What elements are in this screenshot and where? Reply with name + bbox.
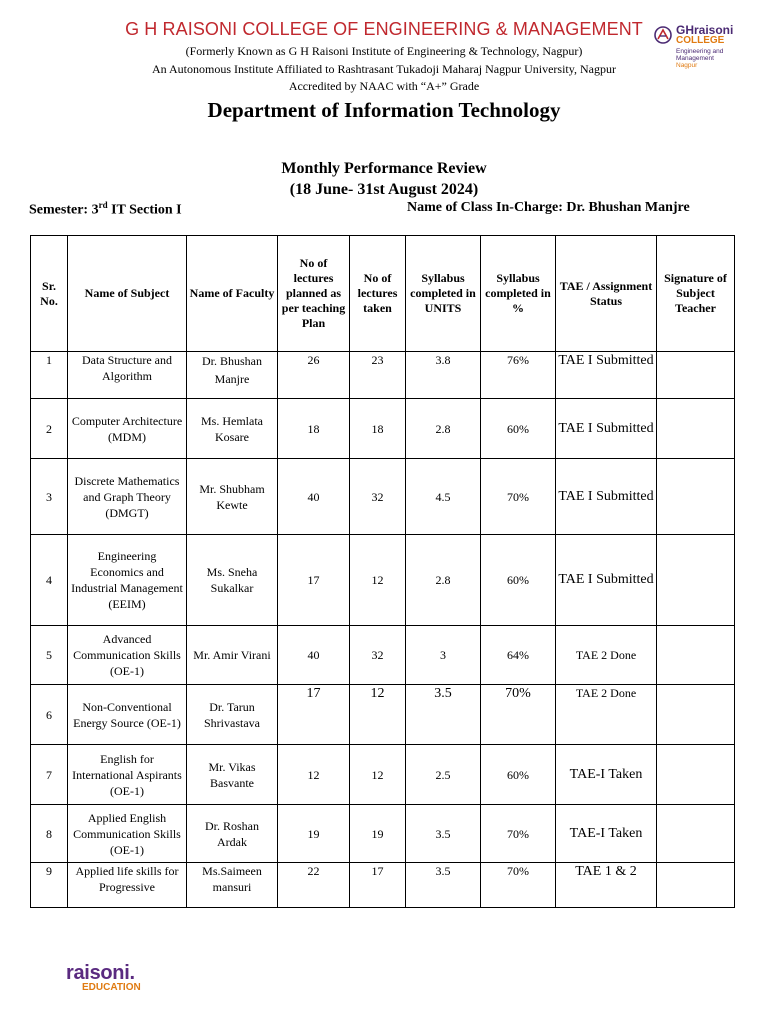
cell-taken: 23 bbox=[350, 352, 406, 399]
col-header: TAE / Assignment Status bbox=[556, 236, 657, 352]
col-header: Syllabus completed in % bbox=[481, 236, 556, 352]
table-header-row bbox=[31, 236, 735, 352]
cell-units: 4.5 bbox=[406, 459, 481, 535]
cell-signature bbox=[657, 459, 735, 535]
logo-wordmark: GHraisoni bbox=[676, 23, 734, 37]
table-row bbox=[31, 685, 735, 745]
cell-taken: 19 bbox=[350, 805, 406, 863]
raisoni-education-logo bbox=[66, 962, 141, 993]
cell-status: TAE-I Taken bbox=[556, 805, 657, 863]
cell-faculty: Dr. Roshan Ardak bbox=[187, 805, 278, 863]
cell-faculty: Dr. Bhushan Manjre bbox=[187, 352, 278, 399]
cell-taken: 32 bbox=[350, 626, 406, 685]
cell-status: TAE I Submitted bbox=[556, 535, 657, 626]
cell-planned: 17 bbox=[278, 685, 350, 745]
cell-planned: 19 bbox=[278, 805, 350, 863]
cell-percent: 60% bbox=[481, 399, 556, 459]
table-row bbox=[31, 535, 735, 626]
cell-percent: 64% bbox=[481, 626, 556, 685]
logo-line-2: Management bbox=[676, 55, 714, 62]
cell-status: TAE I Submitted bbox=[556, 459, 657, 535]
cell-faculty: Ms. Hemlata Kosare bbox=[187, 399, 278, 459]
cell-units: 3.5 bbox=[406, 685, 481, 745]
table-row bbox=[31, 626, 735, 685]
cell-faculty: Mr. Shubham Kewte bbox=[187, 459, 278, 535]
cell-planned: 22 bbox=[278, 863, 350, 908]
cell-sr: 5 bbox=[31, 626, 68, 685]
cell-taken: 12 bbox=[350, 685, 406, 745]
cell-subject: Applied English Communication Skills (OE-1) bbox=[68, 805, 187, 863]
cell-planned: 17 bbox=[278, 535, 350, 626]
cell-taken: 32 bbox=[350, 459, 406, 535]
cell-sr: 8 bbox=[31, 805, 68, 863]
col-header: Name of Faculty bbox=[187, 236, 278, 352]
cell-percent: 60% bbox=[481, 745, 556, 805]
cell-sr: 7 bbox=[31, 745, 68, 805]
cell-units: 3.5 bbox=[406, 805, 481, 863]
cell-sr: 3 bbox=[31, 459, 68, 535]
cell-subject: Engineering Economics and Industrial Management (EEIM) bbox=[68, 535, 187, 626]
cell-signature bbox=[657, 863, 735, 908]
raisoni-emblem-icon bbox=[654, 26, 672, 44]
col-header: Name of Subject bbox=[68, 236, 187, 352]
cell-units: 3 bbox=[406, 626, 481, 685]
cell-subject: Non-Conventional Energy Source (OE-1) bbox=[68, 685, 187, 745]
cell-subject: Computer Architecture (MDM) bbox=[68, 399, 187, 459]
affiliation-line: An Autonomous Institute Affiliated to Rashtrasant Tukadoji Maharaj Nagpur University, Nagpur bbox=[152, 62, 616, 76]
cell-faculty: Mr. Amir Virani bbox=[187, 626, 278, 685]
cell-status: TAE I Submitted bbox=[556, 399, 657, 459]
accreditation-line: Accredited by NAAC with “A+” Grade bbox=[288, 79, 480, 93]
logo-college-text: COLLEGE bbox=[676, 35, 725, 46]
cell-units: 2.5 bbox=[406, 745, 481, 805]
logo-line-1: Engineering and bbox=[676, 48, 724, 55]
formerly-known-line: (Formerly Known as G H Raisoni Institute of Engineering & Technology, Nagpur) bbox=[185, 44, 583, 58]
table-row bbox=[31, 805, 735, 863]
table-row bbox=[31, 399, 735, 459]
cell-sr: 2 bbox=[31, 399, 68, 459]
cell-status: TAE 2 Done bbox=[556, 626, 657, 685]
cell-units: 3.5 bbox=[406, 863, 481, 908]
cell-units: 3.8 bbox=[406, 352, 481, 399]
cell-status: TAE-I Taken bbox=[556, 745, 657, 805]
col-header: Sr. No. bbox=[31, 236, 68, 352]
cell-taken: 17 bbox=[350, 863, 406, 908]
cell-percent: 76% bbox=[481, 352, 556, 399]
col-header: Syllabus completed in UNITS bbox=[406, 236, 481, 352]
cell-signature bbox=[657, 535, 735, 626]
footer-education-text: EDUCATION bbox=[82, 982, 141, 993]
cell-units: 2.8 bbox=[406, 535, 481, 626]
cell-signature bbox=[657, 626, 735, 685]
cell-faculty: Dr. Tarun Shrivastava bbox=[187, 685, 278, 745]
cell-faculty: Mr. Vikas Basvante bbox=[187, 745, 278, 805]
table-row bbox=[31, 745, 735, 805]
footer-brand-text: raisoni. bbox=[66, 962, 135, 984]
college-logo bbox=[652, 22, 756, 70]
cell-subject: English for International Aspirants (OE-1) bbox=[68, 745, 187, 805]
cell-percent: 70% bbox=[481, 459, 556, 535]
cell-sr: 4 bbox=[31, 535, 68, 626]
table-row bbox=[31, 352, 735, 399]
college-name: G H RAISONI COLLEGE OF ENGINEERING & MANAGEMENT bbox=[125, 19, 643, 39]
col-header: No of lectures taken bbox=[350, 236, 406, 352]
col-header: No of lectures planned as per teaching Plan bbox=[278, 236, 350, 352]
cell-signature bbox=[657, 352, 735, 399]
cell-status: TAE 1 & 2 bbox=[556, 863, 657, 908]
cell-subject: Applied life skills for Progressive bbox=[68, 863, 187, 908]
review-heading bbox=[0, 158, 768, 200]
cell-sr: 6 bbox=[31, 685, 68, 745]
cell-planned: 40 bbox=[278, 626, 350, 685]
review-title: Monthly Performance Review bbox=[281, 160, 487, 177]
cell-signature bbox=[657, 685, 735, 745]
review-period: (18 June- 31st August 2024) bbox=[289, 181, 479, 198]
cell-subject: Discrete Mathematics and Graph Theory (DMGT) bbox=[68, 459, 187, 535]
cell-signature bbox=[657, 399, 735, 459]
cell-planned: 26 bbox=[278, 352, 350, 399]
semester-info: Semester: 3rd IT Section I bbox=[29, 200, 182, 218]
table-row bbox=[31, 459, 735, 535]
table-row bbox=[31, 863, 735, 908]
department-title: Department of Information Technology bbox=[207, 98, 561, 122]
performance-table bbox=[30, 235, 735, 908]
cell-faculty: Ms.Saimeen mansuri bbox=[187, 863, 278, 908]
cell-status: TAE 2 Done bbox=[556, 685, 657, 745]
cell-sr: 1 bbox=[31, 352, 68, 399]
cell-units: 2.8 bbox=[406, 399, 481, 459]
cell-percent: 70% bbox=[481, 685, 556, 745]
cell-taken: 12 bbox=[350, 535, 406, 626]
cell-percent: 70% bbox=[481, 863, 556, 908]
cell-planned: 12 bbox=[278, 745, 350, 805]
col-header: Signature of Subject Teacher bbox=[657, 236, 735, 352]
cell-status: TAE I Submitted bbox=[556, 352, 657, 399]
cell-planned: 40 bbox=[278, 459, 350, 535]
cell-sr: 9 bbox=[31, 863, 68, 908]
cell-planned: 18 bbox=[278, 399, 350, 459]
cell-percent: 70% bbox=[481, 805, 556, 863]
cell-signature bbox=[657, 805, 735, 863]
cell-signature bbox=[657, 745, 735, 805]
cell-subject: Data Structure and Algorithm bbox=[68, 352, 187, 399]
cell-taken: 12 bbox=[350, 745, 406, 805]
cell-taken: 18 bbox=[350, 399, 406, 459]
cell-percent: 60% bbox=[481, 535, 556, 626]
cell-faculty: Ms. Sneha Sukalkar bbox=[187, 535, 278, 626]
logo-city: Nagpur bbox=[676, 62, 698, 69]
cell-subject: Advanced Communication Skills (OE-1) bbox=[68, 626, 187, 685]
class-incharge: Name of Class In-Charge: Dr. Bhushan Manjre bbox=[407, 200, 690, 215]
